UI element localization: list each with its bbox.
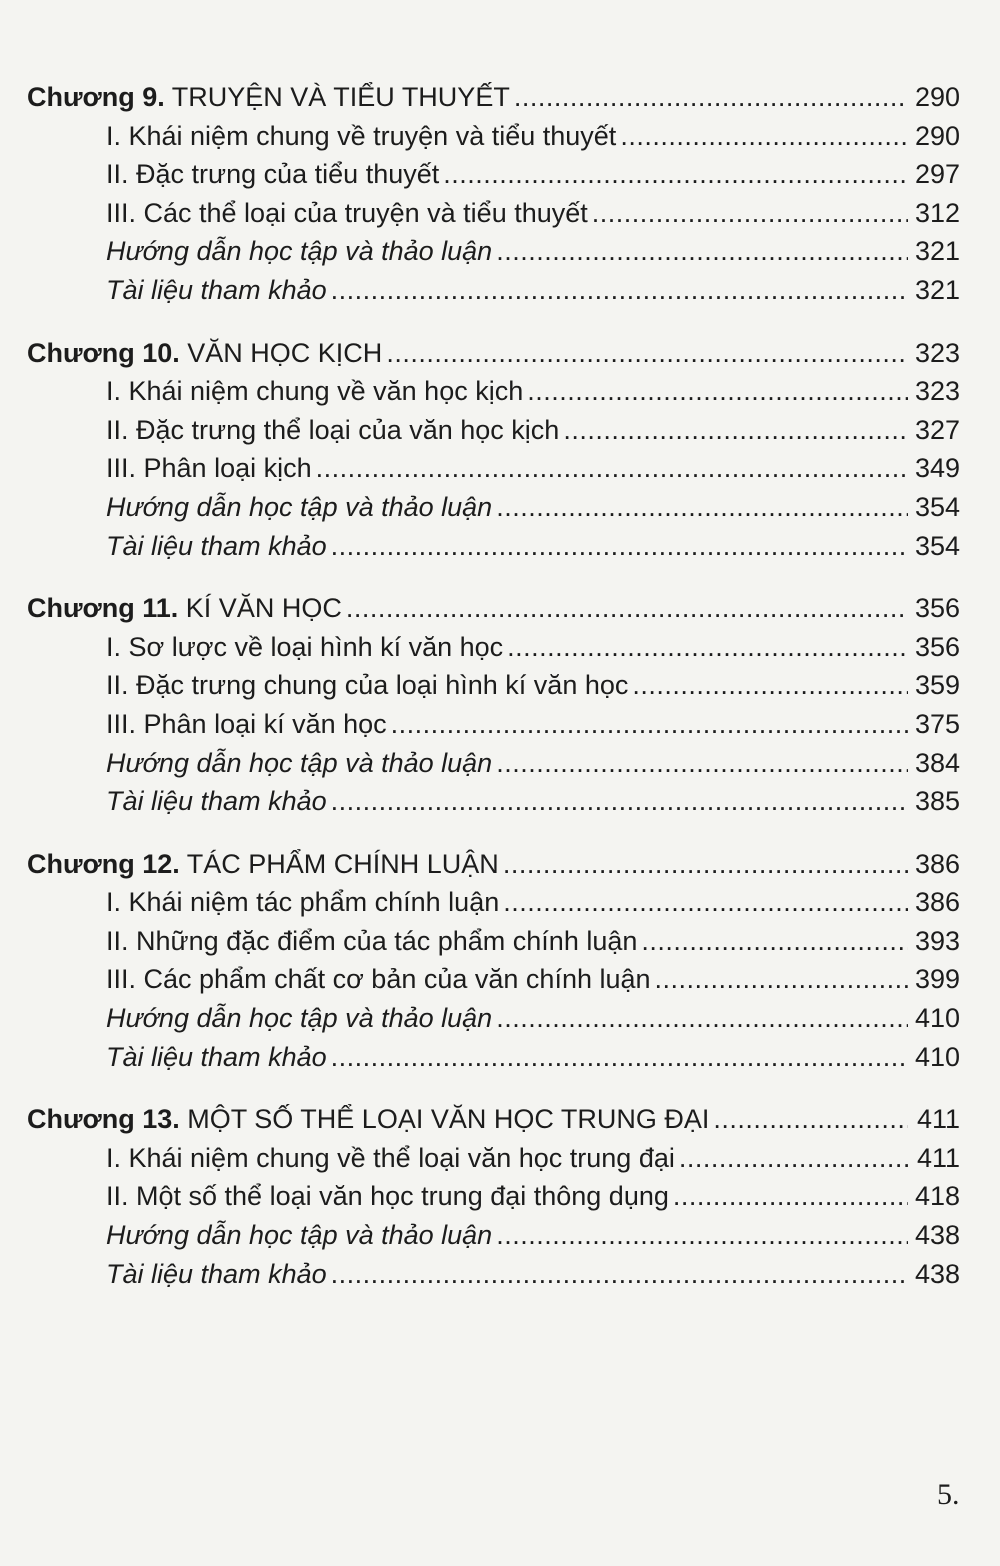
chapter-title: TÁC PHẨM CHÍNH LUẬN — [186, 848, 499, 879]
toc-entry — [27, 628, 960, 667]
page-number: 418 — [914, 1181, 960, 1212]
toc-entry — [27, 194, 960, 233]
toc-entry — [27, 155, 960, 194]
entry-label: II. Đặc trưng chung của loại hình kí văn học — [106, 670, 629, 701]
chapter-title: KÍ VĂN HỌC — [185, 593, 342, 624]
entry-label: Tài liệu tham khảo — [106, 530, 327, 561]
toc-entry-references — [27, 271, 960, 310]
toc-entry-references — [27, 1255, 960, 1294]
dot-leader — [655, 960, 908, 999]
chapter-heading — [27, 845, 960, 884]
dot-leader — [641, 922, 908, 961]
dot-leader — [496, 232, 908, 271]
page-number: 411 — [916, 1142, 960, 1173]
dot-leader — [620, 117, 908, 156]
entry-label: Tài liệu tham khảo — [106, 1041, 327, 1072]
page-number: 399 — [914, 964, 960, 995]
toc-entry-guide — [27, 999, 960, 1038]
page-number: 312 — [914, 197, 960, 228]
page-number: 321 — [914, 274, 960, 305]
page-number: 349 — [914, 453, 960, 484]
entry-label: Hướng dẫn học tập và thảo luận — [106, 1003, 493, 1034]
page-folio-number: 5. — [937, 1478, 960, 1511]
page-number: 321 — [914, 236, 960, 267]
entry-label: I. Sơ lược về loại hình kí văn học — [106, 631, 504, 662]
dot-leader — [331, 1038, 908, 1077]
chapter-number: Chương 9. — [27, 82, 165, 112]
toc-entry — [27, 1139, 960, 1178]
dot-leader — [331, 1255, 908, 1294]
toc-entry-guide — [27, 232, 960, 271]
toc-entry — [27, 960, 960, 999]
page-number: 354 — [914, 491, 960, 522]
page-number: 359 — [914, 670, 960, 701]
entry-label: I. Khái niệm tác phẩm chính luận — [106, 887, 500, 918]
chapter-heading — [27, 589, 960, 628]
dot-leader — [496, 488, 908, 527]
toc-entry-guide — [27, 744, 960, 783]
toc-entry — [27, 117, 960, 156]
toc-entry-references — [27, 782, 960, 821]
page-number: 290 — [914, 82, 960, 112]
page-number: 438 — [914, 1220, 960, 1251]
dot-leader — [592, 194, 908, 233]
page-number: 410 — [914, 1003, 960, 1034]
toc-chapter-11 — [27, 589, 960, 821]
dot-leader — [503, 845, 908, 884]
entry-label: III. Phân loại kịch — [106, 453, 312, 484]
entry-label: III. Phân loại kí văn học — [106, 708, 387, 739]
page-number: 393 — [914, 925, 960, 956]
dot-leader — [391, 705, 908, 744]
entry-label: III. Các phẩm chất cơ bản của văn chính luận — [106, 964, 651, 995]
toc-entry — [27, 666, 960, 705]
entry-label: II. Một số thể loại văn học trung đại thông dụng — [106, 1181, 669, 1212]
dot-leader — [514, 78, 908, 117]
toc-entry-references — [27, 1038, 960, 1077]
chapter-number: Chương 12. — [27, 848, 180, 879]
entry-label: II. Đặc trưng của tiểu thuyết — [106, 159, 440, 190]
entry-label: Hướng dẫn học tập và thảo luận — [106, 491, 493, 522]
dot-leader — [331, 271, 908, 310]
entry-label: Tài liệu tham khảo — [106, 786, 327, 817]
dot-leader — [331, 782, 908, 821]
dot-leader — [346, 589, 908, 628]
dot-leader — [386, 334, 908, 373]
page-number: 375 — [914, 708, 960, 739]
toc-entry — [27, 372, 960, 411]
chapter-number: Chương 11. — [27, 593, 179, 624]
toc-entry — [27, 411, 960, 450]
page-number: 323 — [914, 337, 960, 368]
dot-leader — [503, 883, 908, 922]
page-number: 385 — [914, 786, 960, 817]
page-number: 386 — [914, 848, 960, 879]
page-number: 384 — [914, 747, 960, 778]
dot-leader — [527, 372, 908, 411]
entry-label: Tài liệu tham khảo — [106, 1258, 327, 1289]
table-of-contents — [27, 78, 960, 1317]
chapter-number: Chương 10. — [27, 337, 180, 368]
chapter-heading — [27, 78, 960, 117]
page-number: 438 — [914, 1258, 960, 1289]
dot-leader — [331, 527, 908, 566]
entry-label: II. Những đặc điểm của tác phẩm chính luận — [106, 925, 638, 956]
chapter-heading — [27, 334, 960, 373]
page-number: 356 — [914, 593, 960, 624]
entry-label: Tài liệu tham khảo — [106, 274, 327, 305]
page-number: 354 — [914, 530, 960, 561]
chapter-number: Chương 13. — [27, 1104, 180, 1135]
entry-label: I. Khái niệm chung về truyện và tiểu thuyết — [106, 120, 617, 151]
toc-entry-guide — [27, 488, 960, 527]
toc-chapter-10 — [27, 334, 960, 566]
page-number: 297 — [914, 159, 960, 190]
entry-label: Hướng dẫn học tập và thảo luận — [106, 236, 493, 267]
dot-leader — [713, 1100, 908, 1139]
page-number: 356 — [914, 631, 960, 662]
dot-leader — [496, 1216, 908, 1255]
page-number: 411 — [916, 1104, 960, 1135]
toc-chapter-13 — [27, 1100, 960, 1293]
page-number: 386 — [914, 887, 960, 918]
chapter-title: VĂN HỌC KỊCH — [187, 337, 383, 368]
page-number: 327 — [914, 414, 960, 445]
dot-leader — [316, 449, 908, 488]
toc-chapter-9 — [27, 78, 960, 310]
dot-leader — [563, 411, 908, 450]
chapter-title: TRUYỆN VÀ TIỂU THUYẾT — [171, 82, 510, 112]
entry-label: III. Các thể loại của truyện và tiểu thuyết — [106, 197, 588, 228]
toc-entry-guide — [27, 1216, 960, 1255]
chapter-title: MỘT SỐ THỂ LOẠI VĂN HỌC TRUNG ĐẠI — [187, 1104, 710, 1135]
chapter-heading — [27, 1100, 960, 1139]
dot-leader — [632, 666, 908, 705]
toc-entry — [27, 449, 960, 488]
entry-label: I. Khái niệm chung về văn học kịch — [106, 376, 524, 407]
dot-leader — [507, 628, 908, 667]
toc-entry — [27, 705, 960, 744]
toc-chapter-12 — [27, 845, 960, 1077]
toc-entry — [27, 883, 960, 922]
dot-leader — [496, 999, 908, 1038]
page-number: 290 — [914, 120, 960, 151]
page-number: 410 — [914, 1041, 960, 1072]
dot-leader — [679, 1139, 908, 1178]
dot-leader — [496, 744, 908, 783]
dot-leader — [673, 1177, 908, 1216]
toc-entry — [27, 922, 960, 961]
entry-label: Hướng dẫn học tập và thảo luận — [106, 1220, 493, 1251]
dot-leader — [443, 155, 908, 194]
entry-label: I. Khái niệm chung về thể loại văn học trung đại — [106, 1142, 675, 1173]
toc-entry-references — [27, 527, 960, 566]
toc-entry — [27, 1177, 960, 1216]
page-number: 323 — [914, 376, 960, 407]
entry-label: Hướng dẫn học tập và thảo luận — [106, 747, 493, 778]
entry-label: II. Đặc trưng thể loại của văn học kịch — [106, 414, 560, 445]
